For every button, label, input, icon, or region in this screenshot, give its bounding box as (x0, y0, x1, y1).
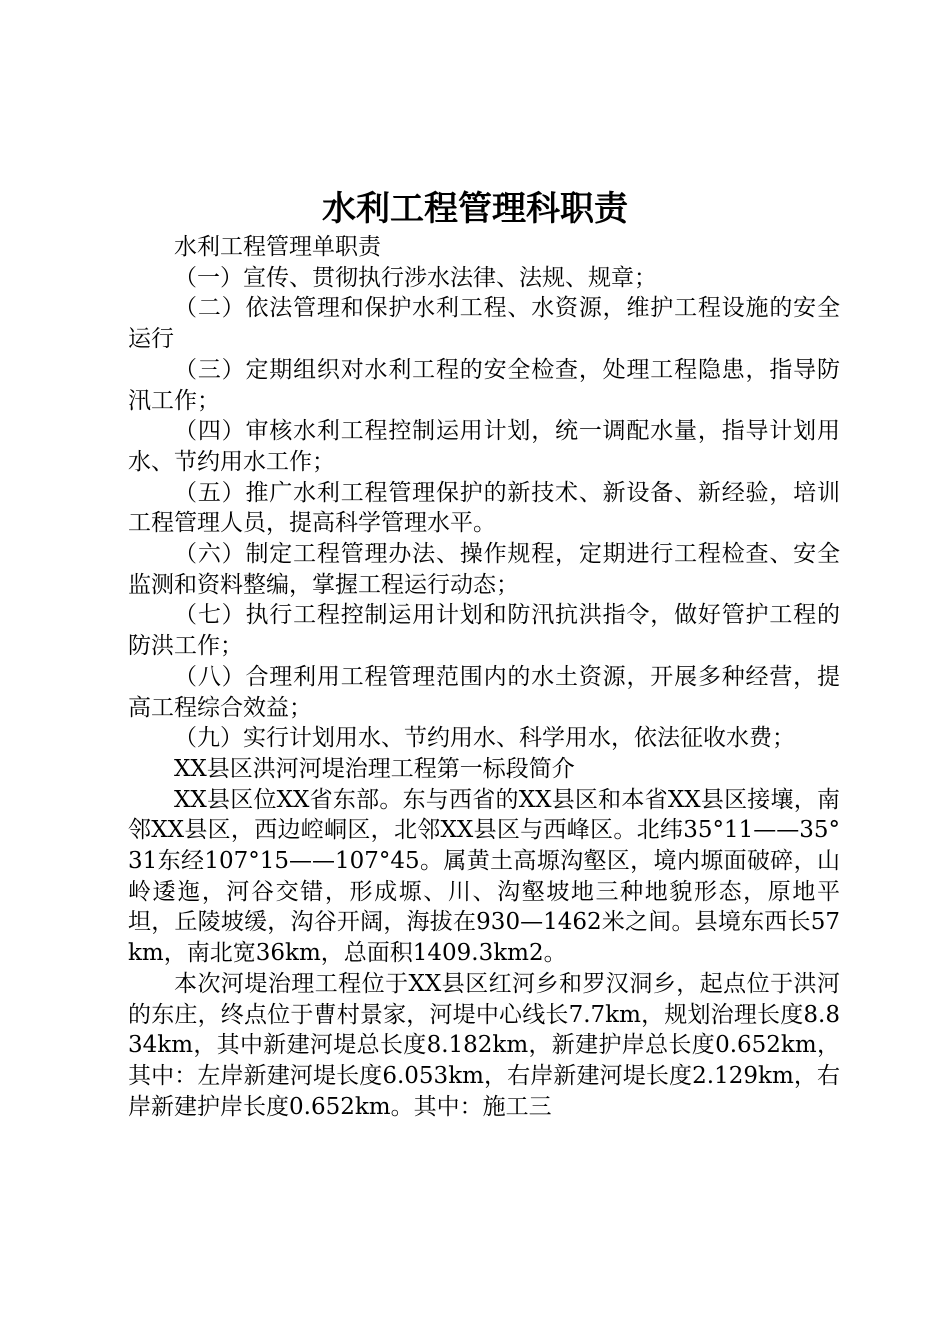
paragraph-duty-4: （四）审核水利工程控制运用计划，统一调配水量，指导计划用水、节约用水工作； (128, 418, 840, 475)
paragraph-duty-5: （五）推广水利工程管理保护的新技术、新设备、新经验，培训工程管理人员，提高科学管理水平。 (128, 479, 840, 537)
document-body (128, 232, 840, 1122)
paragraph-section-heading: XX县区洪河河堤治理工程第一标段简介 (174, 755, 575, 782)
paragraph-duty-7: （七）执行工程控制运用计划和防汛抗洪指令，做好管护工程的防洪工作； (128, 602, 840, 660)
paragraph-project: 本次河堤治理工程位于XX县区红河乡和罗汉洞乡，起点位于洪河的东庄，终点位于曹村景家，河堤中心线长7.7km，规划治理长度8.834km，其中新建河堤总长度8.182km，新建护岸总长度0.652km，其中：左岸新建河堤长度6.053km，右岸新建河堤长度2.129km，右岸新建护岸长度0.652km。其中：施工三 (128, 970, 840, 1120)
paragraph-duty-2: （二）依法管理和保护水利工程、水资源，维护工程设施的安全运行 (128, 295, 840, 353)
paragraph-location: XX县区位XX省东部。东与西省的XX县区和本省XX县区接壤，南邻XX县区，西边崆峒区，北邻XX县区与西峰区。北纬35°11——35°31东经107°15——107°45。属黄土高塬沟壑区，境内塬面破碎，山岭逶迤，河谷交错，形成塬、川、沟壑坡地三种地貌形态，原地平坦，丘陵坡缓，沟谷开阔，海拔在930—1462米之间。县境东西长57km，南北宽36km，总面积1409.3km2。 (128, 786, 840, 967)
paragraph-duty-1: （一）宣传、贯彻执行涉水法律、法规、规章； (174, 264, 657, 291)
paragraph-duty-3: （三）定期组织对水利工程的安全检查，处理工程隐患，指导防汛工作； (128, 356, 840, 414)
paragraph-duty-6: （六）制定工程管理办法、操作规程，定期进行工程检查、安全监测和资料整编，掌握工程运行动态； (128, 541, 840, 598)
document-title: 水利工程管理科职责 (322, 189, 628, 229)
paragraph-duty-8: （八）合理利用工程管理范围内的水土资源，开展多种经营，提高工程综合效益； (128, 663, 840, 721)
paragraph-heading: 水利工程管理单职责 (174, 234, 381, 260)
paragraph-duty-9: （九）实行计划用水、节约用水、科学用水，依法征收水费； (174, 725, 795, 752)
